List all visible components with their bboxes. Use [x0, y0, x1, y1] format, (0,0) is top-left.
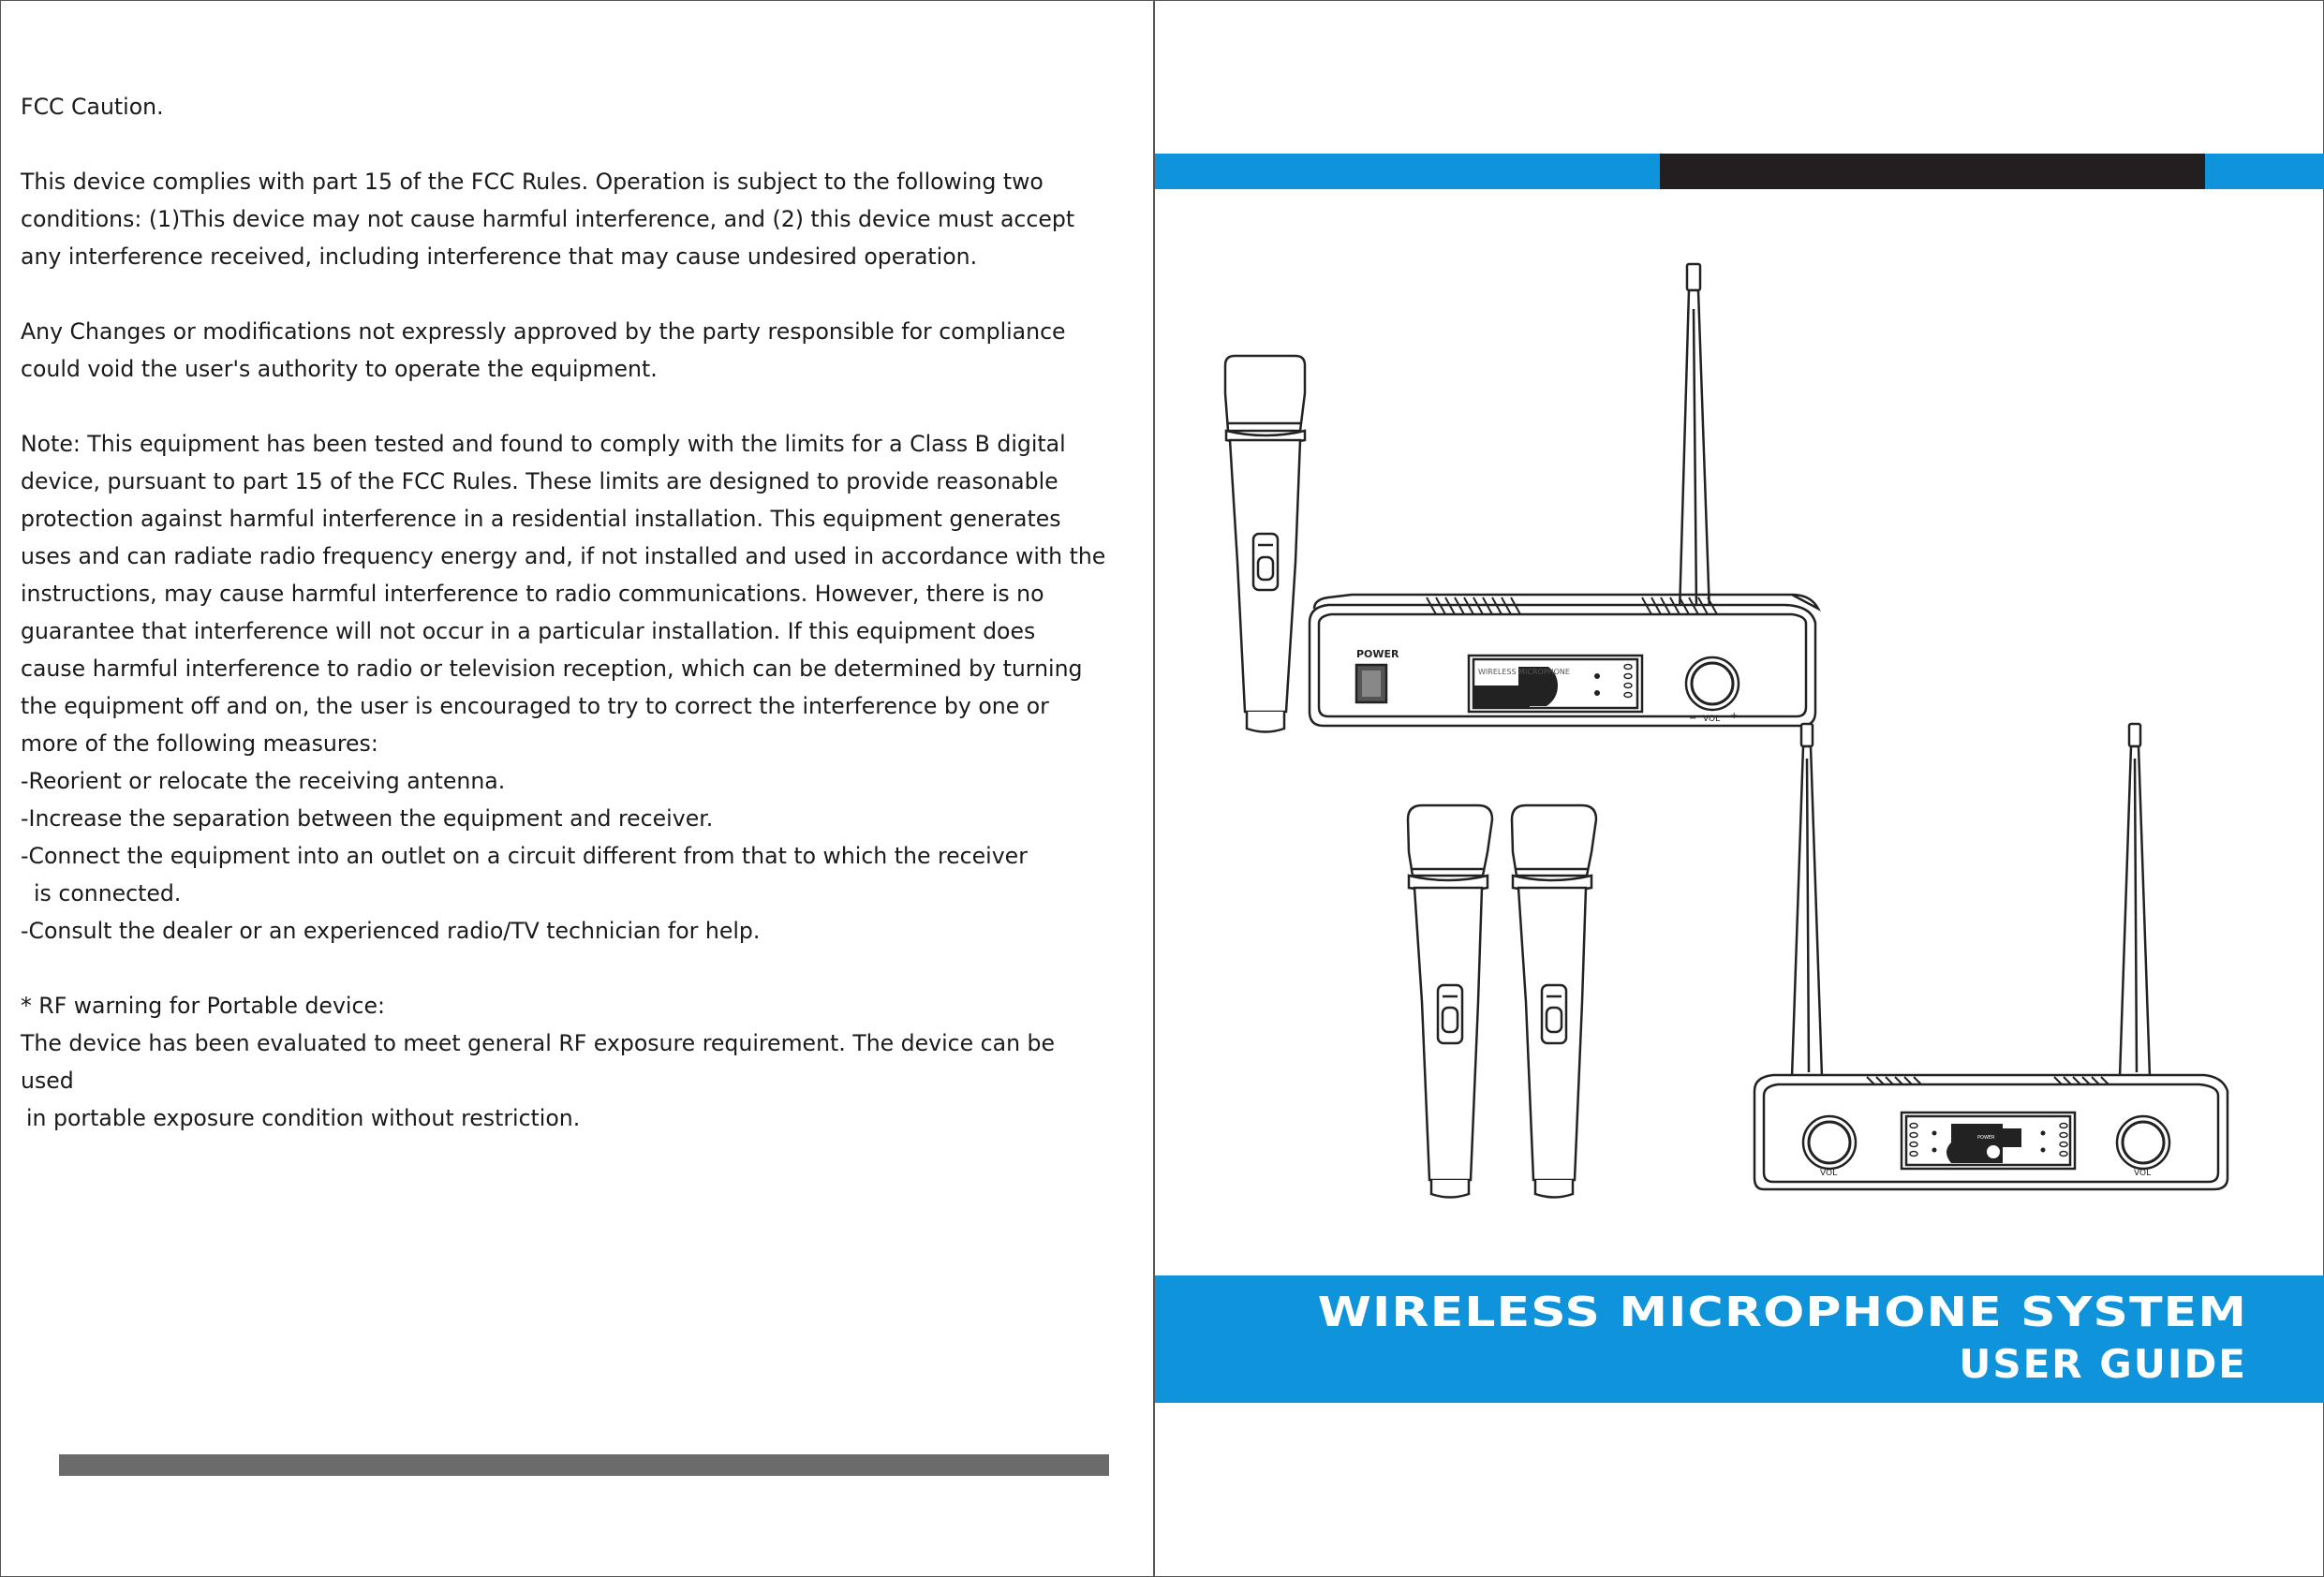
- rf-line: The device has been evaluated to meet general RF exposure requirement. The device can be used: [21, 1030, 1062, 1094]
- footer-gray-bar: [59, 1454, 1109, 1476]
- para1-line: conditions: (1)This device may not cause harmful interference, and (2) this device must accept: [21, 206, 1075, 232]
- user-guide-subtitle: USER GUIDE: [1959, 1341, 2247, 1387]
- dual-receiver-icon: [1754, 724, 2228, 1189]
- measure-item: -Increase the separation between the equipment and receiver.: [21, 805, 714, 832]
- handheld-microphone-icon: [1512, 805, 1596, 1198]
- para3-line: instructions, may cause harmful interference to radio communications. However, there is no: [21, 581, 1044, 607]
- display-label: WIRELESS MICROPHONE: [1478, 668, 1570, 676]
- para2-line: Any Changes or modifications not expressly approved by the party responsible for compliance: [21, 318, 1066, 345]
- product-illustration: [1155, 253, 2324, 1208]
- measure-item: -Reorient or relocate the receiving antenna.: [21, 768, 506, 794]
- para1-line: any interference received, including interference that may cause undesired operation.: [21, 243, 978, 270]
- para3-line: more of the following measures:: [21, 730, 378, 757]
- fcc-heading: FCC Caution.: [21, 94, 164, 120]
- vol-left-label: VOL: [1820, 1169, 1838, 1178]
- vol-minus: −: [1689, 714, 1697, 724]
- para3-line: cause harmful interference to radio or television reception, which can be determined by turning: [21, 656, 1083, 682]
- para1-line: This device complies with part 15 of the FCC Rules. Operation is subject to the following two: [21, 169, 1044, 195]
- measure-item: -Consult the dealer or an experienced radio/TV technician for help.: [21, 918, 761, 944]
- vol-label: VOL: [1703, 715, 1721, 724]
- para3-line: guarantee that interference will not occur in a particular installation. If this equipment does: [21, 618, 1036, 644]
- dual-power-label: POWER: [1977, 1135, 1995, 1141]
- single-receiver-icon: [1310, 264, 1818, 726]
- para3-line: device, pursuant to part 15 of the FCC Rules. These limits are designed to provide reasonable: [21, 468, 1058, 494]
- rf-warning-heading: * RF warning for Portable device:: [21, 993, 385, 1019]
- top-dark-band: [1660, 154, 2205, 189]
- handheld-microphone-icon: [1225, 356, 1305, 732]
- fcc-caution-text: [21, 88, 1107, 1137]
- vol-right-label: VOL: [2134, 1169, 2152, 1178]
- para3-line: uses and can radiate radio frequency energy and, if not installed and used in accordance with the: [21, 543, 1106, 569]
- para3-line: protection against harmful interference in a residential installation. This equipment generates: [21, 506, 1061, 532]
- para2-line: could void the user's authority to operate the equipment.: [21, 356, 658, 382]
- measure-item: -Connect the equipment into an outlet on a circuit different from that to which the receiver: [21, 843, 1028, 869]
- para3-line: the equipment off and on, the user is encouraged to try to correct the interference by one or: [21, 693, 1049, 719]
- measure-item-continued: is connected.: [34, 880, 182, 906]
- para3-line: Note: This equipment has been tested and found to comply with the limits for a Class B digital: [21, 431, 1066, 457]
- handheld-microphone-icon: [1408, 805, 1492, 1198]
- rf-line: in portable exposure condition without restriction.: [26, 1105, 581, 1131]
- product-title: WIRELESS MICROPHONE SYSTEM: [1317, 1289, 2247, 1336]
- vol-plus: +: [1730, 711, 1739, 721]
- power-label: POWER: [1356, 648, 1399, 660]
- title-band: [1155, 1275, 2324, 1403]
